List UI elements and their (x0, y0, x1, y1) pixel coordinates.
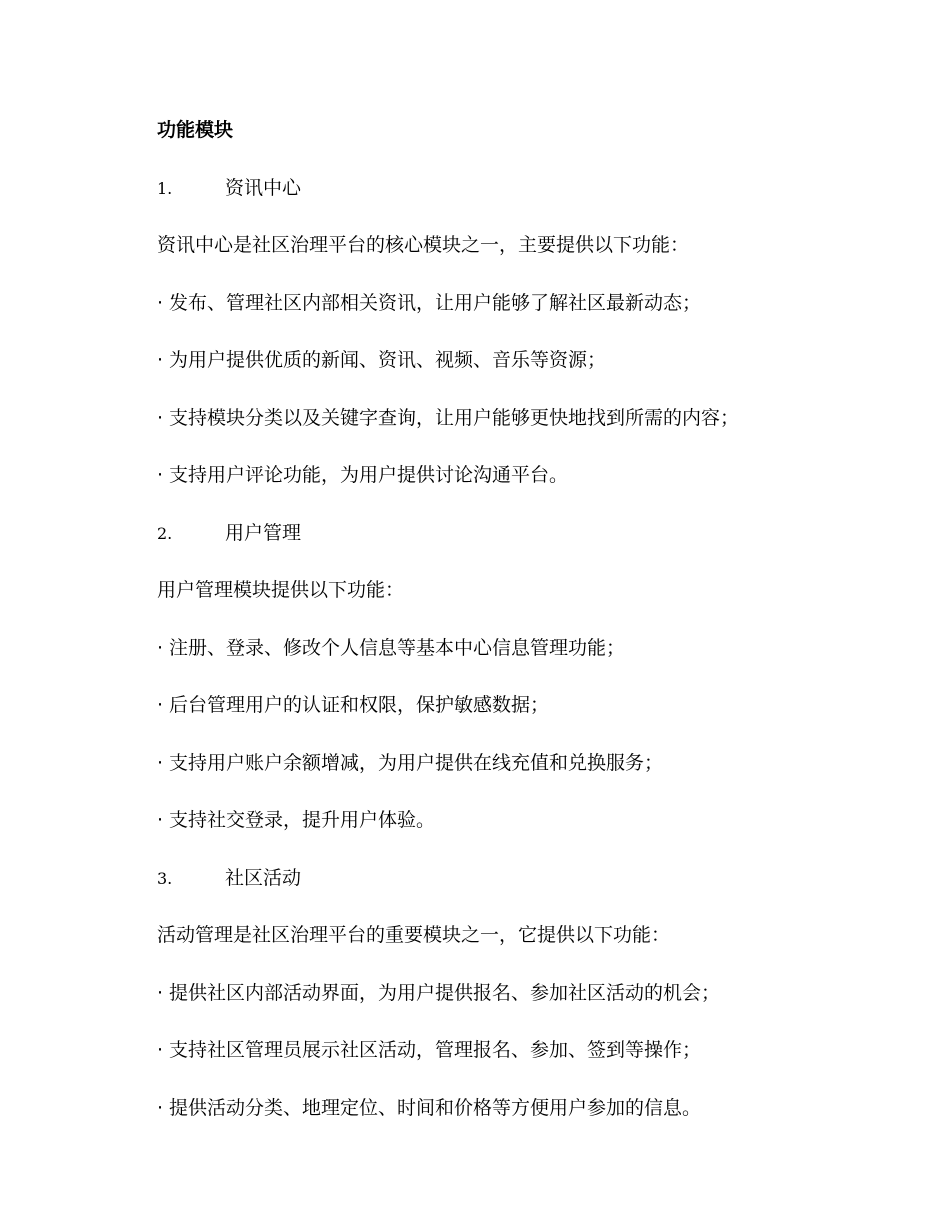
bullet-icon: · (157, 751, 164, 774)
section-title: 社区活动 (225, 866, 302, 889)
section-heading-3 (157, 861, 950, 919)
bullet-icon: · (157, 464, 164, 486)
bullet-item: · 支持用户评论功能，为用户提供讨论沟通平台。 (157, 458, 950, 516)
section-intro-3: 活动管理是社区治理平台的重要模块之一，它提供以下功能： (157, 924, 671, 946)
bullet-item: · 注册、登录、修改个人信息等基本中心信息管理功能； (157, 631, 950, 689)
bullet-item: · 后台管理用户的认证和权限，保护敏感数据； (157, 688, 950, 746)
section-heading-2 (157, 516, 950, 574)
bullet-item: · 为用户提供优质的新闻、资讯、视频、音乐等资源； (157, 343, 950, 401)
bullet-icon: · (157, 981, 164, 1004)
bullet-icon: · (157, 636, 164, 659)
bullet-item: · 提供社区内部活动界面，为用户提供报名、参加社区活动的机会； (157, 976, 950, 1034)
section-heading-1 (157, 171, 950, 229)
bullet-item: · 提供活动分类、地理定位、时间和价格等方便用户参加的信息。 (157, 1091, 950, 1149)
bullet-icon: · (157, 406, 164, 429)
bullet-item: · 支持用户账户余额增减，为用户提供在线充值和兑换服务； (157, 746, 950, 804)
section-number: 1. (157, 178, 173, 198)
bullet-icon: · (157, 349, 164, 371)
bullet-icon: · (157, 291, 164, 314)
section-number: 3. (157, 868, 173, 888)
bullet-icon: · (157, 1096, 164, 1119)
section-intro-2: 用户管理模块提供以下功能： (157, 579, 405, 601)
bullet-item: · 支持社交登录，提升用户体验。 (157, 803, 950, 861)
bullet-item: · 发布、管理社区内部相关资讯，让用户能够了解社区最新动态； (157, 286, 950, 344)
bullet-item: · 支持模块分类以及关键字查询，让用户能够更快地找到所需的内容； (157, 401, 950, 459)
bullet-item: · 支持社区管理员展示社区活动，管理报名、参加、签到等操作； (157, 1033, 950, 1091)
section-title: 用户管理 (225, 521, 302, 544)
bullet-icon: · (157, 1039, 164, 1061)
bullet-icon: · (157, 694, 164, 716)
document-title: 功能模块 (157, 119, 234, 141)
bullet-icon: · (157, 809, 164, 831)
section-title: 资讯中心 (225, 176, 302, 199)
section-intro-1: 资讯中心是社区治理平台的核心模块之一，主要提供以下功能： (157, 234, 690, 256)
section-number: 2. (157, 523, 173, 543)
